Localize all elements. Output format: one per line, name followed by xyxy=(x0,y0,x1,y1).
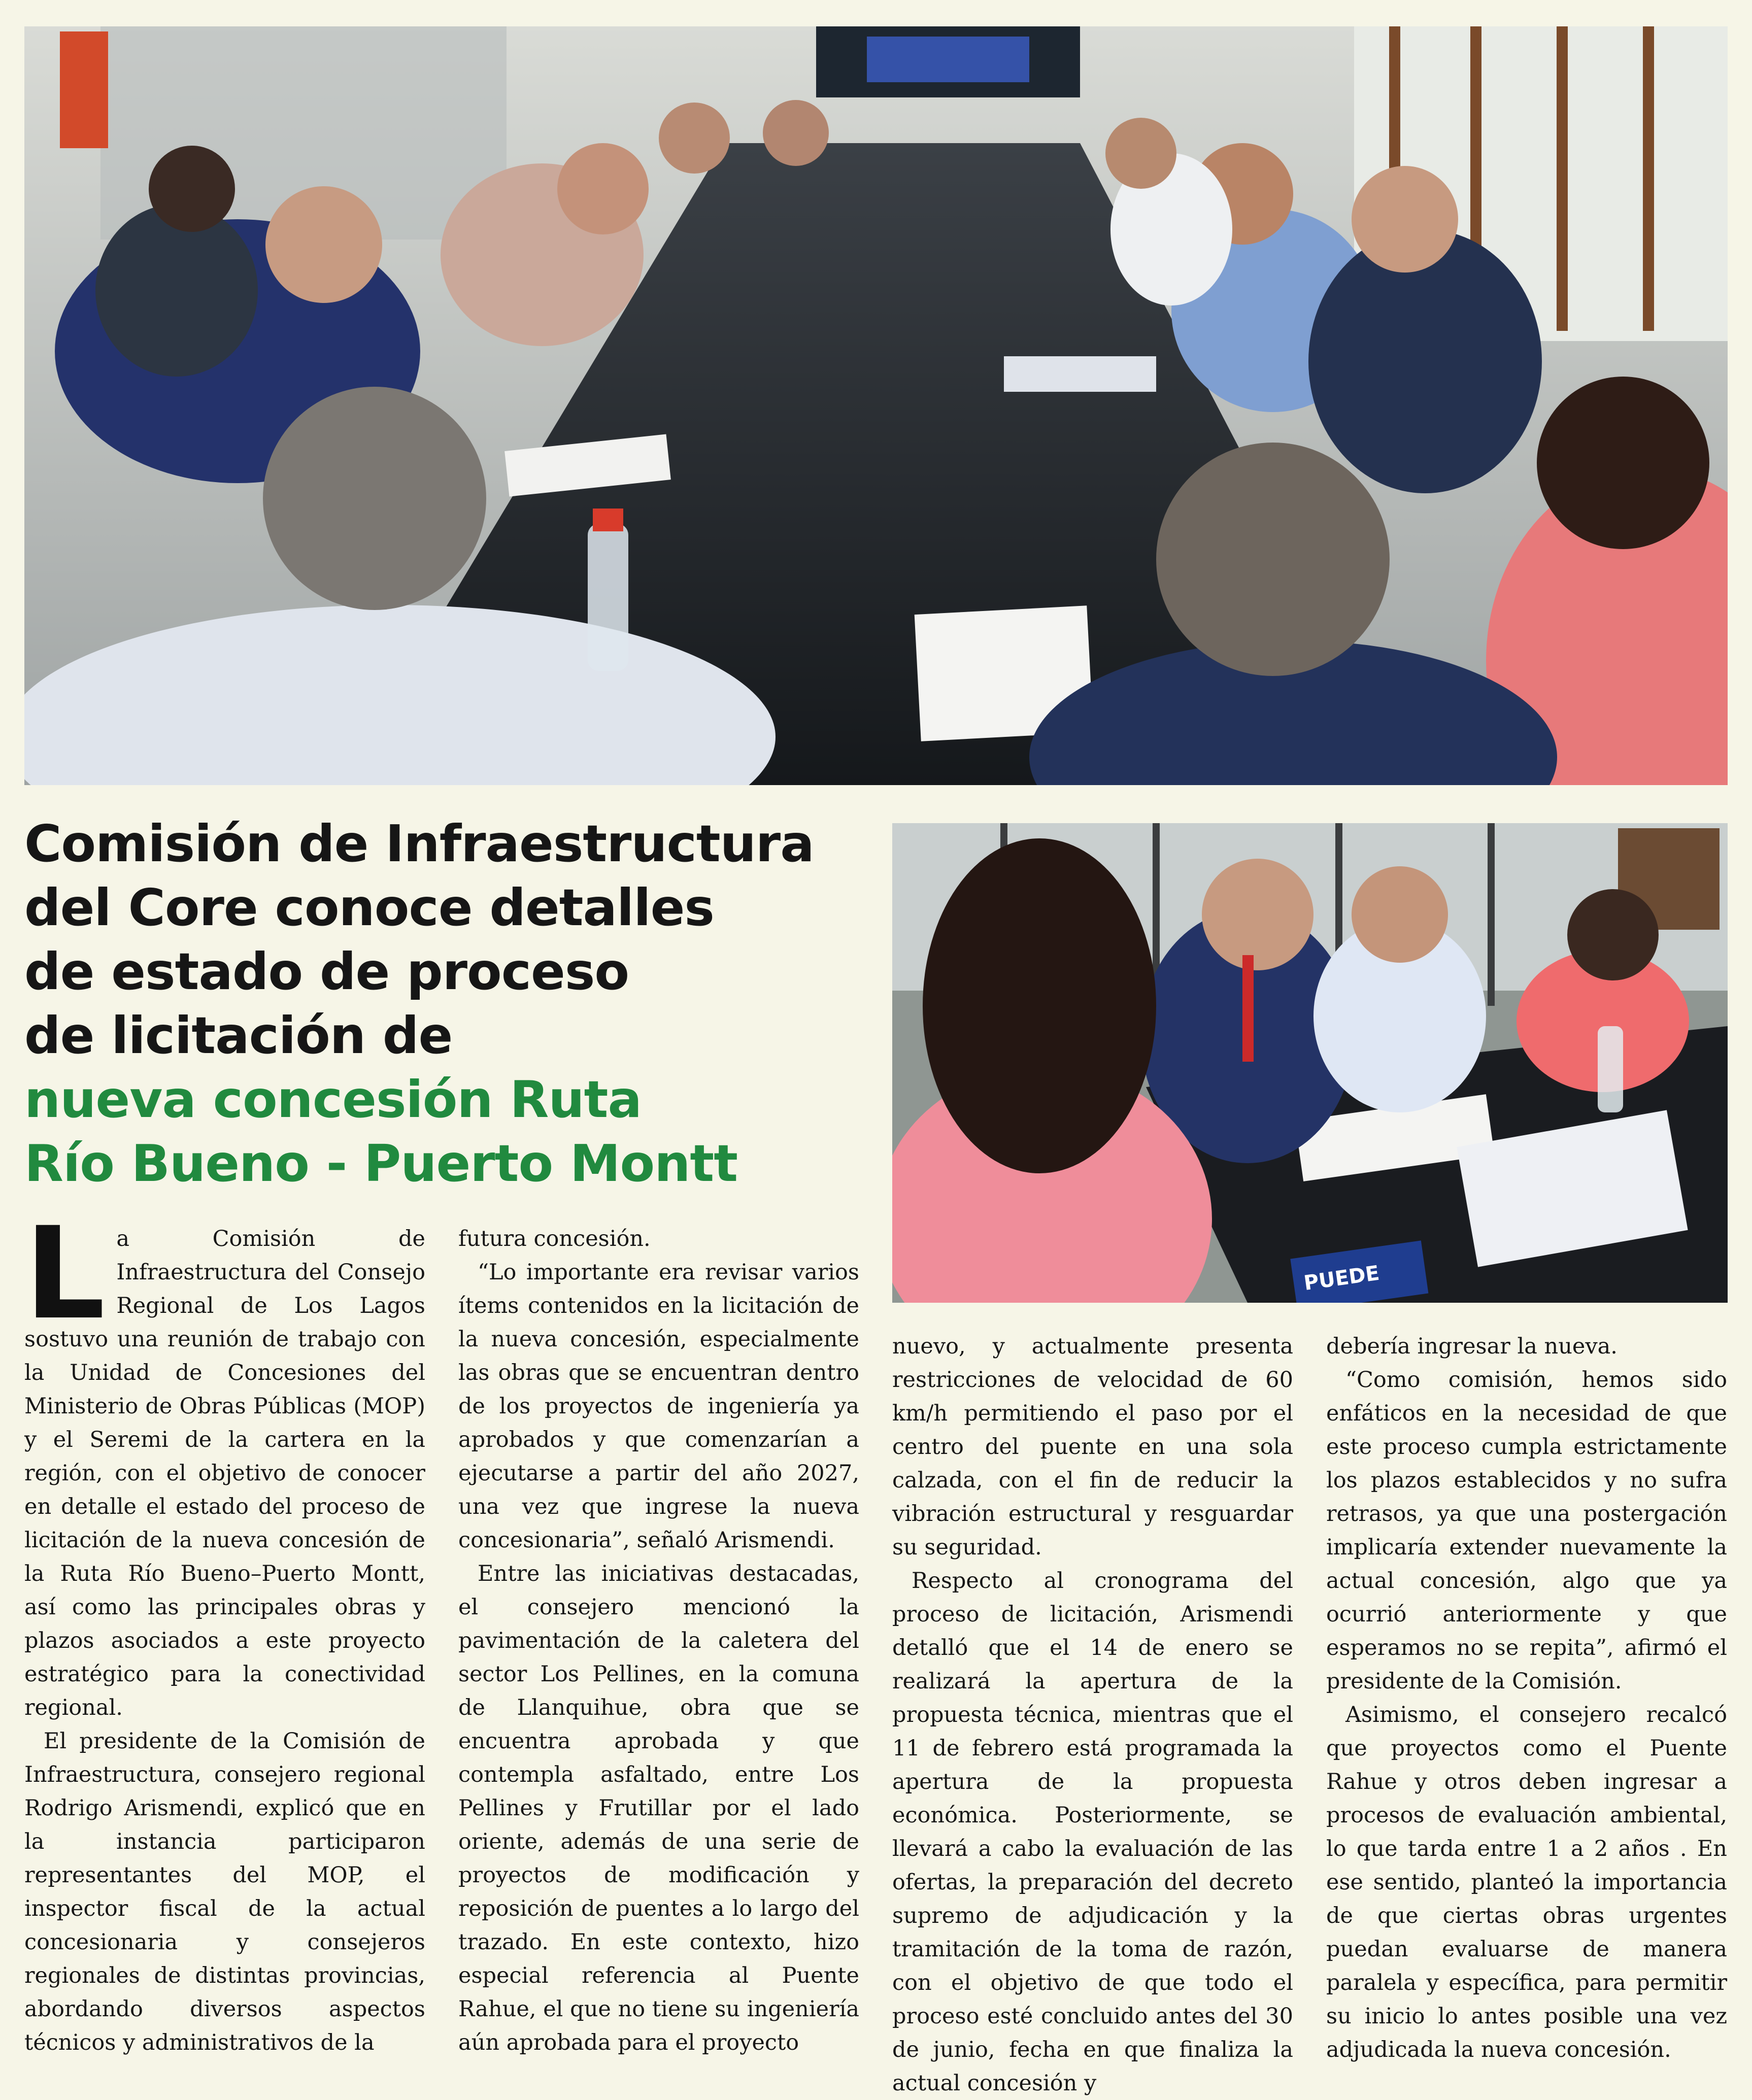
col3-paragraph-1: nuevo, y actualmente presenta restricciones de velocidad de 60 km/h permitiendo el paso por el centro del puente en una sola calzada, con el fin de reducir la vibración estructural y resguardar su seguridad. xyxy=(892,1334,1293,1560)
headline-line-4: de licitación de xyxy=(24,1006,453,1065)
col3-paragraph-2: Respecto al cronograma del proceso de licitación, Arismendi detalló que el 14 de enero se realizará la apertura de la propuesta técnica, mientras que el 11 de febrero está programada la apertura de la propuesta económica. Posteriormente, se llevará a cabo la evaluación de las ofertas, la preparación del decreto supremo de adjudicación y la tramitación de la toma de razón, con el objetivo de que todo el proceso esté concluido antes del 30 de junio, fecha en que finaliza la actual concesión y xyxy=(892,1568,1293,2096)
headline-line-3: de estado de proceso xyxy=(24,942,629,1001)
col1-paragraph-2: El presidente de la Comisión de Infraestructura, consejero regional Rodrigo Arismendi, explicó que en la instancia participaron representantes del MOP, el inspector fiscal de la actual concesionaria y consejeros regionales de distintas provincias, abordando diversos aspectos técnicos y administrativos de la xyxy=(24,1729,425,2055)
col1-paragraph-1: a Comisión de Infraestructura del Consejo Regional de Los Lagos sostuvo una reunión de trabajo con la Unidad de Concesiones del Ministerio de Obras Públicas (MOP) y el Seremi de la cartera en la región, con el objetivo de conocer en detalle el estado del proceso de licitación de la nueva concesión de la Ruta Río Bueno–Puerto Montt, así como las principales obras y plazos asociados a este proyecto estratégico para la conectividad regional. xyxy=(24,1226,425,1720)
close-up-meeting-image xyxy=(892,823,1728,1303)
col4-paragraph-1: debería ingresar la nueva. xyxy=(1326,1334,1618,1359)
col2-paragraph-1: futura concesión. xyxy=(458,1226,651,1251)
article-headline xyxy=(24,812,862,1196)
article-column-2 xyxy=(458,1222,859,2075)
col4-paragraph-3: Asimismo, el consejero recalcó que proyectos como el Puente Rahue y otros deben ingresar a procesos de evaluación ambiental, lo que tarda entre 1 a 2 años . En ese sentido, planteó la importancia de que ciertas obras urgentes puedan evaluarse de manera paralela y específica, para permitir su inicio lo antes posible una vez adjudicada la nueva concesión. xyxy=(1326,1702,1727,2062)
headline-line-1: Comisión de Infraestructura xyxy=(24,814,814,873)
col2-paragraph-2: “Lo importante era revisar varios ítems contenidos en la licitación de la nueva concesión, especialmente las obras que se encuentran dentro de los proyectos de ingeniería ya aprobados y que comenzarían a ejecutarse a partir del año 2027, una vez que ingrese la nueva concesionaria”, señaló Arismendi. xyxy=(458,1260,859,1553)
article-column-1 xyxy=(24,1200,425,2075)
headline-line-2: del Core conoce detalles xyxy=(24,878,714,937)
main-meeting-photo xyxy=(24,26,1728,785)
article-column-4 xyxy=(1326,1330,1727,2076)
headline-line-6: Río Bueno - Puerto Montt xyxy=(24,1134,738,1193)
drop-cap: L xyxy=(24,1200,106,1347)
badge-text: PUEDE xyxy=(1302,1261,1381,1296)
headline-line-5: nueva concesión Ruta xyxy=(24,1070,642,1129)
second-meeting-photo xyxy=(892,823,1728,1303)
col4-paragraph-2: “Como comisión, hemos sido enfáticos en la necesidad de que este proceso cumpla estrictamente los plazos establecidos y no sufra retrasos, ya que una postergación implicaría extender nuevamente la actual concesión, algo que ya ocurrió anteriormente y que esperamos no se repita”, afirmó el presidente de la Comisión. xyxy=(1326,1367,1727,1694)
article-column-3 xyxy=(892,1330,1293,2096)
col2-paragraph-3: Entre las iniciativas destacadas, el consejero mencionó la pavimentación de la caletera del sector Los Pellines, en la comuna de Llanquihue, obra que se encuentra aprobada y que contempla asfaltado, entre Los Pellines y Frutillar por el lado oriente, además de una serie de proyectos de modificación y reposición de puentes a lo largo del trazado. En este contexto, hizo especial referencia al Puente Rahue, el que no tiene su ingeniería aún aprobada para el proyecto xyxy=(458,1561,859,2055)
meeting-room-image xyxy=(24,26,1728,785)
